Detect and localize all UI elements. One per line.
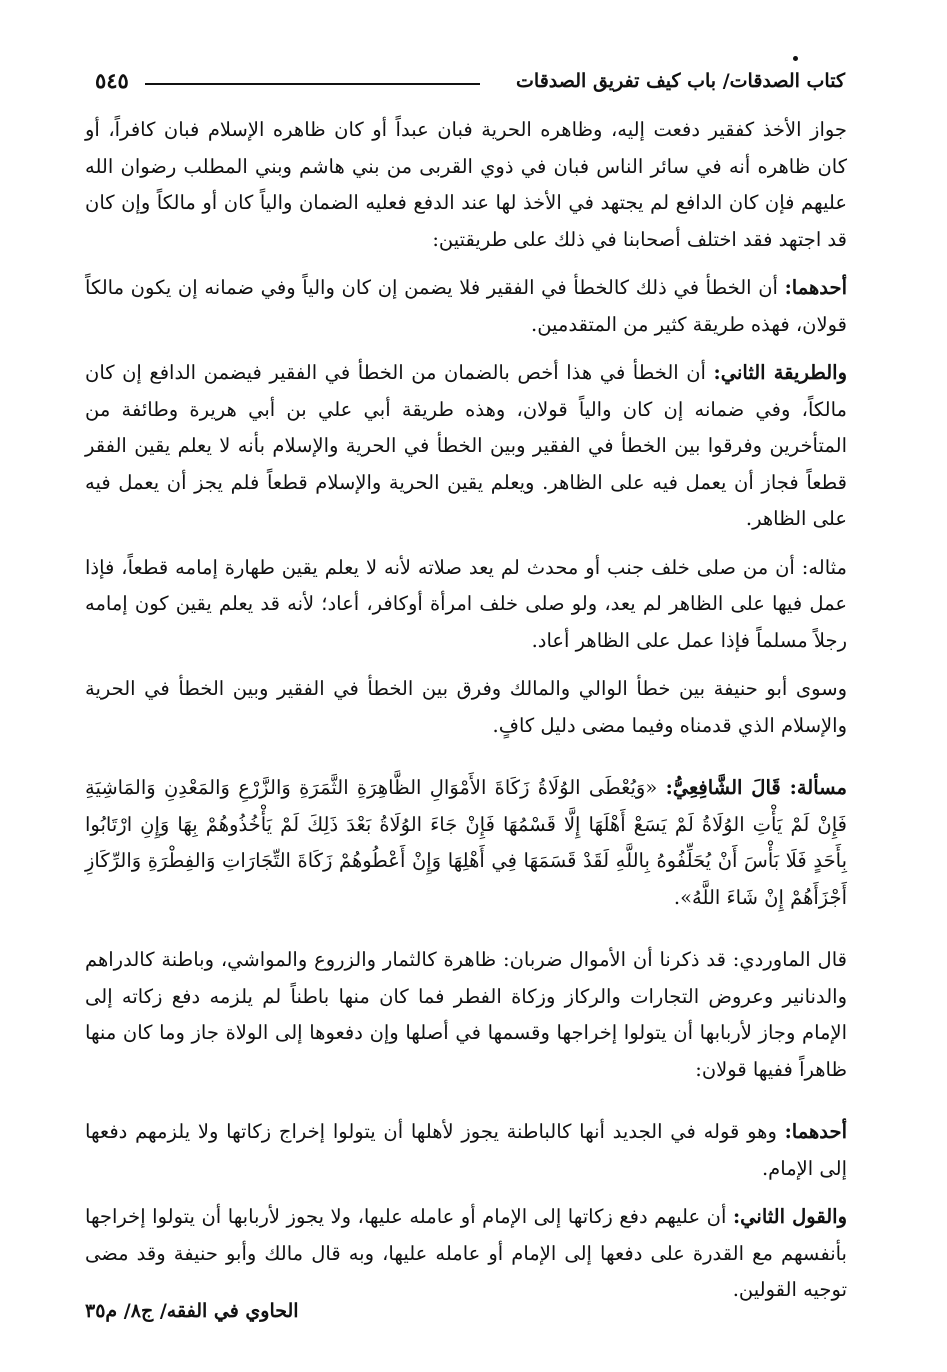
- paragraph-7: [85, 942, 847, 1088]
- paragraph-lead: أحدهما:: [784, 276, 847, 299]
- paragraph-lead: والقول الثاني:: [732, 1205, 847, 1228]
- paragraph-4: [85, 550, 847, 660]
- paragraph-text: جواز الأخذ كفقير دفعت إليه، وظاهره الحرية فبان عبداً أو كان ظاهره الإسلام فبان كافراً، أو كان ظاهره أنه في سائر الناس فبان في ذوي القربى من بني هاشم وبني المطلب رضوان الله عليهم فإن كان الدافع لم يجتهد في الأخذ لها عند الدفع فعليه الضمان والياً كان أو مالكاً وإن كان قد اجتهد فقد اختلف أصحابنا في ذلك على طريقتين:: [85, 118, 847, 251]
- paragraph-lead: والطريقة الثاني:: [713, 361, 847, 384]
- paragraph-8: [85, 1114, 847, 1187]
- paragraph-text: أن الخطأ في هذا أخص بالضمان من الخطأ في الفقير فيضمن الدافع إن كان مالكاً، وفي ضمانه إن كان والياً قولان، وهذه طريقة أبي علي بن أبي هريرة وطائفة من المتأخرين وفرقوا بين الخطأ في الفقير وبين الخطأ في الحرية والإسلام بأنه لا يعلم يقين الفقر قطعاً فجاز أن يعمل فيه على الظاهر. ويعلم يقين الحرية والإسلام قطعاً فلم يجز أن يعمل فيه على الظاهر.: [85, 361, 847, 530]
- page-number: ٥٤٥: [95, 68, 129, 93]
- paragraph-text: «وَيُعْطَى الوُلَاةُ زَكَاةَ الأَمْوَالِ الظَّاهِرَةِ الثَّمَرَةِ وَالزَّرْعِ وَالمَعْدِنِ وَالمَاشِيَةِ فَإِنْ لَمْ يَأْتِ الوُلَاةُ لَمْ يَسَعْ أَهْلَهَا إِلَّا قَسْمُهَا فَإِنْ جَاءَ الوُلَاةُ بَعْدَ ذَلِكَ لَمْ يَأْخُذُوهُمْ بِهَا وَإِنِ ارْتَابُوا بِأَحَدٍ فَلَا بَأْسَ أَنْ يُحَلِّفُوهُ بِاللَّهِ لَقَدْ قَسَمَهَا فِي أَهْلِهَا وَإِنْ أَعْطُوهُمْ زَكَاةَ التِّجَارَاتِ وَالفِطْرَةِ وَالرِّكَازِ أَجْزَأَهُمْ إِنْ شَاءَ اللَّهُ».: [85, 776, 847, 909]
- page-body: [85, 112, 847, 1321]
- paragraph-text: وسوى أبو حنيفة بين خطأ الوالي والمالك وفرق بين الخطأ في الفقير وبين الخطأ في الحرية والإسلام الذي قدمناه وفيما مضى دليل كافٍ.: [85, 677, 847, 737]
- header-title: كتاب الصدقات/ باب كيف تفريق الصدقات: [516, 70, 845, 92]
- paragraph-lead: أحدهما:: [784, 1120, 847, 1143]
- paragraph-text: وهو قوله في الجديد أنها كالباطنة يجوز لأهلها أن يتولوا إخراج زكاتها ولا يلزمهم دفعها إلى الإمام.: [85, 1120, 847, 1180]
- running-header: [95, 68, 845, 104]
- paragraph-lead: مسألة: قَالَ الشَّافِعِيُّ:: [665, 776, 847, 799]
- paragraph-5: [85, 671, 847, 744]
- page-footer: الحاوي في الفقه/ ج٨/ م٣٥: [85, 1300, 299, 1322]
- page-dot-mark: [793, 56, 798, 61]
- header-rule: [145, 83, 480, 85]
- paragraph-text: أن عليهم دفع زكاتها إلى الإمام أو عامله عليها، ولا يجوز لأربابها أن يتولوا إخراجها بأنفسهم مع القدرة على دفعها إلى الإمام أو عامله عليها، وبه قال مالك وأبو حنيفة وقد مضى توجيه القولين.: [85, 1205, 847, 1301]
- paragraph-6-masala: [85, 770, 847, 916]
- paragraph-text: أن الخطأ في ذلك كالخطأ في الفقير فلا يضمن إن كان والياً وفي ضمانه إن يكون مالكاً قولان، فهذه طريقة كثير من المتقدمين.: [85, 276, 847, 336]
- paragraph-text: مثاله: أن من صلى خلف جنب أو محدث لم يعد صلاته لأنه لا يعلم يقين طهارة إمامه قطعاً، فإذا عمل فيها على الظاهر لم يعد، ولو صلى خلف امرأة أوكافر، أعاد؛ لأنه قد يعلم يقين كون إمامه رجلاً مسلماً فإذا عمل على الظاهر أعاد.: [85, 555, 847, 652]
- paragraph-3: [85, 355, 847, 538]
- paragraph-text: قال الماوردي: قد ذكرنا أن الأموال ضربان: ظاهرة كالثمار والزروع والمواشي، وباطنة كالدراهم والدنانير وعروض التجارات والركاز وزكاة الفطر فما كان منها باطناً لم يلزمه دفع زكاته إلى الإمام وجاز لأربابها أن يتولوا إخراجها وقسمها في أصلها وإن دفعوها إلى الولاة جاز وما كان منها ظاهراً ففيها قولان:: [85, 948, 847, 1081]
- paragraph-1: [85, 112, 847, 258]
- paragraph-9: [85, 1199, 847, 1309]
- paragraph-2: [85, 270, 847, 343]
